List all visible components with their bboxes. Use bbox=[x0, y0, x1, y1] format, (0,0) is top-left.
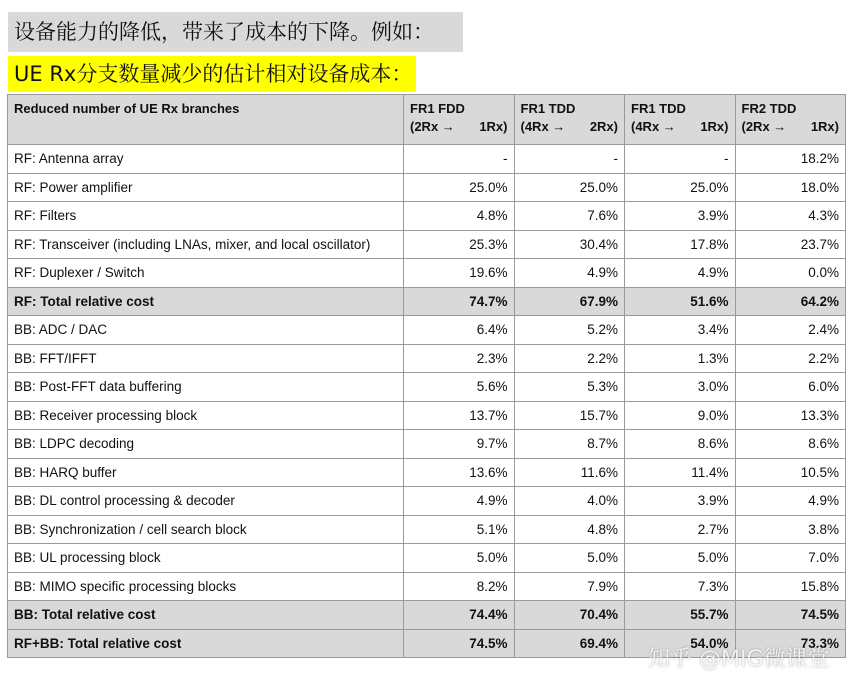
table-row bbox=[8, 373, 846, 402]
table-row bbox=[8, 287, 846, 316]
table-row bbox=[8, 572, 846, 601]
cell-value: 51.6% bbox=[625, 287, 736, 316]
cell-value: 2.2% bbox=[735, 344, 846, 373]
row-label: BB: LDPC decoding bbox=[8, 430, 404, 459]
cell-value: 64.2% bbox=[735, 287, 846, 316]
table-row bbox=[8, 173, 846, 202]
row-label: RF: Antenna array bbox=[8, 145, 404, 174]
cell-value: 5.1% bbox=[404, 515, 515, 544]
cell-value: 0.0% bbox=[735, 259, 846, 288]
cell-value: 5.6% bbox=[404, 373, 515, 402]
cell-value: 74.5% bbox=[735, 601, 846, 630]
row-label: BB: Total relative cost bbox=[8, 601, 404, 630]
header-label: Reduced number of UE Rx branches bbox=[8, 95, 404, 145]
table-row bbox=[8, 515, 846, 544]
cell-value: 25.3% bbox=[404, 230, 515, 259]
cell-value: 9.0% bbox=[625, 401, 736, 430]
cell-value: 8.2% bbox=[404, 572, 515, 601]
cell-value: 8.6% bbox=[735, 430, 846, 459]
cell-value: 7.9% bbox=[514, 572, 625, 601]
row-label: RF: Filters bbox=[8, 202, 404, 231]
column-to: 1Rx) bbox=[810, 119, 839, 134]
cell-value: 5.0% bbox=[625, 544, 736, 573]
table-row bbox=[8, 544, 846, 573]
table-row bbox=[8, 401, 846, 430]
column-to: 1Rx) bbox=[700, 119, 729, 134]
cell-value: 5.0% bbox=[514, 544, 625, 573]
cell-value: 5.0% bbox=[404, 544, 515, 573]
row-label: BB: ADC / DAC bbox=[8, 316, 404, 345]
row-label: BB: DL control processing & decoder bbox=[8, 487, 404, 516]
cell-value: 13.3% bbox=[735, 401, 846, 430]
cell-value: 11.6% bbox=[514, 458, 625, 487]
cell-value: 11.4% bbox=[625, 458, 736, 487]
cell-value: 5.2% bbox=[514, 316, 625, 345]
cell-value: 18.2% bbox=[735, 145, 846, 174]
cell-value: 3.4% bbox=[625, 316, 736, 345]
cell-value: 15.7% bbox=[514, 401, 625, 430]
cell-value: 54.0% bbox=[625, 629, 736, 658]
cell-value: 3.0% bbox=[625, 373, 736, 402]
cell-value: 25.0% bbox=[514, 173, 625, 202]
cell-value: 67.9% bbox=[514, 287, 625, 316]
column-from: (4Rx → bbox=[520, 119, 566, 134]
row-label: BB: Synchronization / cell search block bbox=[8, 515, 404, 544]
cell-value: 8.6% bbox=[625, 430, 736, 459]
row-label: BB: Post-FFT data buffering bbox=[8, 373, 404, 402]
column-to: 2Rx) bbox=[589, 119, 618, 134]
column-name: FR1 TDD bbox=[520, 101, 576, 116]
column-header-fr1-tdd-4to2 bbox=[514, 95, 625, 145]
cell-value: 23.7% bbox=[735, 230, 846, 259]
cell-value: 4.8% bbox=[404, 202, 515, 231]
table-row bbox=[8, 259, 846, 288]
cell-value: 4.3% bbox=[735, 202, 846, 231]
cell-value: 4.0% bbox=[514, 487, 625, 516]
table-header-row bbox=[8, 95, 846, 145]
cell-value: 17.8% bbox=[625, 230, 736, 259]
cell-value: 70.4% bbox=[514, 601, 625, 630]
cell-value: 7.0% bbox=[735, 544, 846, 573]
column-from: (4Rx → bbox=[631, 119, 676, 134]
row-label: BB: HARQ buffer bbox=[8, 458, 404, 487]
cell-value: 6.4% bbox=[404, 316, 515, 345]
cell-value: 2.2% bbox=[514, 344, 625, 373]
cell-value: - bbox=[625, 145, 736, 174]
table-row bbox=[8, 601, 846, 630]
cell-value: 30.4% bbox=[514, 230, 625, 259]
cell-value: 15.8% bbox=[735, 572, 846, 601]
table-row bbox=[8, 230, 846, 259]
row-label: BB: MIMO specific processing blocks bbox=[8, 572, 404, 601]
table-row bbox=[8, 487, 846, 516]
cell-value: 3.9% bbox=[625, 487, 736, 516]
cell-value: 25.0% bbox=[625, 173, 736, 202]
row-label: RF: Transceiver (including LNAs, mixer, and local oscillator) bbox=[8, 230, 404, 259]
cell-value: - bbox=[404, 145, 515, 174]
watermark-text: 知乎 @MIG微课堂 bbox=[648, 647, 830, 672]
cell-value: 4.9% bbox=[625, 259, 736, 288]
cell-value: 18.0% bbox=[735, 173, 846, 202]
heading-highlight: UE Rx分支数量减少的估计相对设备成本： bbox=[8, 56, 416, 92]
cell-value: 7.3% bbox=[625, 572, 736, 601]
column-header-fr1-tdd-4to1 bbox=[625, 95, 736, 145]
column-to: 1Rx) bbox=[479, 119, 508, 134]
row-label: RF: Power amplifier bbox=[8, 173, 404, 202]
cell-value: 2.4% bbox=[735, 316, 846, 345]
table-row bbox=[8, 344, 846, 373]
cell-value: 7.6% bbox=[514, 202, 625, 231]
cell-value: 2.3% bbox=[404, 344, 515, 373]
table-row bbox=[8, 316, 846, 345]
row-label: RF: Duplexer / Switch bbox=[8, 259, 404, 288]
cell-value: 6.0% bbox=[735, 373, 846, 402]
column-name: FR1 TDD bbox=[631, 101, 686, 116]
cell-value: 13.7% bbox=[404, 401, 515, 430]
cell-value: 1.3% bbox=[625, 344, 736, 373]
column-name: FR1 FDD bbox=[410, 101, 465, 116]
cell-value: 73.3% bbox=[735, 629, 846, 658]
table-row bbox=[8, 430, 846, 459]
column-header-fr2-tdd bbox=[735, 95, 846, 145]
cell-value: 8.7% bbox=[514, 430, 625, 459]
column-header-fr1-fdd bbox=[404, 95, 515, 145]
heading-intro: 设备能力的降低，带来了成本的下降。例如： bbox=[8, 12, 463, 52]
cell-value: 74.7% bbox=[404, 287, 515, 316]
cell-value: 3.9% bbox=[625, 202, 736, 231]
cell-value: 5.3% bbox=[514, 373, 625, 402]
table-row bbox=[8, 145, 846, 174]
column-name: FR2 TDD bbox=[741, 101, 797, 116]
row-label: RF+BB: Total relative cost bbox=[8, 629, 404, 658]
cell-value: - bbox=[514, 145, 625, 174]
row-label: BB: UL processing block bbox=[8, 544, 404, 573]
table-row bbox=[8, 202, 846, 231]
column-from: (2Rx → bbox=[410, 119, 455, 134]
cell-value: 13.6% bbox=[404, 458, 515, 487]
cell-value: 4.8% bbox=[514, 515, 625, 544]
cell-value: 74.4% bbox=[404, 601, 515, 630]
cell-value: 74.5% bbox=[404, 629, 515, 658]
cell-value: 19.6% bbox=[404, 259, 515, 288]
row-label: BB: Receiver processing block bbox=[8, 401, 404, 430]
cell-value: 4.9% bbox=[514, 259, 625, 288]
column-from: (2Rx → bbox=[741, 119, 787, 134]
row-label: BB: FFT/IFFT bbox=[8, 344, 404, 373]
cell-value: 10.5% bbox=[735, 458, 846, 487]
cell-value: 55.7% bbox=[625, 601, 736, 630]
cost-table bbox=[7, 94, 846, 658]
cell-value: 2.7% bbox=[625, 515, 736, 544]
cell-value: 69.4% bbox=[514, 629, 625, 658]
row-label: RF: Total relative cost bbox=[8, 287, 404, 316]
table-row bbox=[8, 458, 846, 487]
cell-value: 4.9% bbox=[735, 487, 846, 516]
cell-value: 25.0% bbox=[404, 173, 515, 202]
cell-value: 4.9% bbox=[404, 487, 515, 516]
cell-value: 3.8% bbox=[735, 515, 846, 544]
cell-value: 9.7% bbox=[404, 430, 515, 459]
